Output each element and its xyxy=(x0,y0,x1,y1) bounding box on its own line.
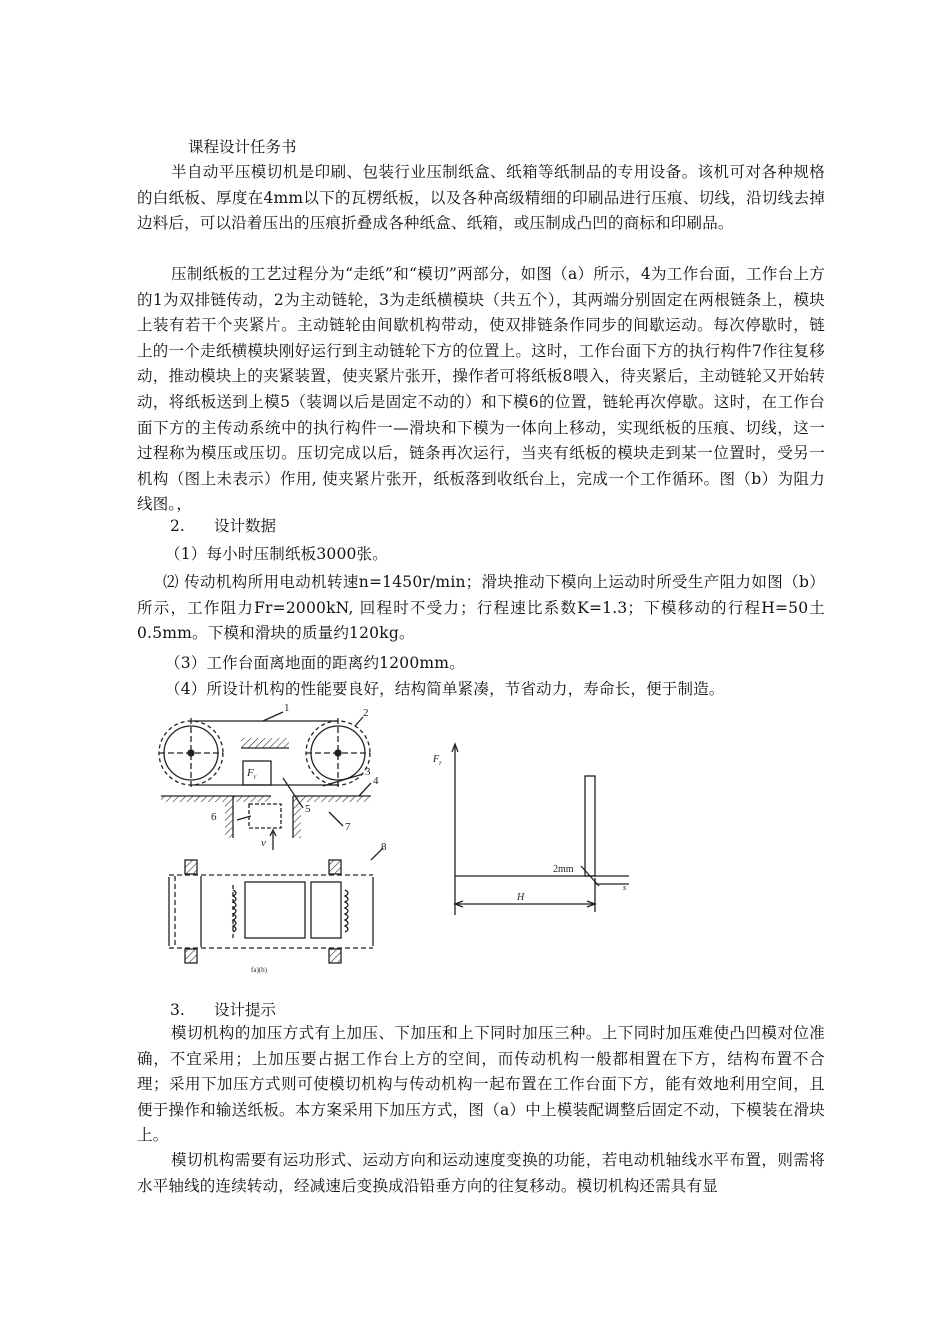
section-2-number: 2. xyxy=(170,517,185,535)
lower-die xyxy=(249,804,281,828)
process-paragraph: 压制纸板的工艺过程分为“走纸”和“模切”两部分，如图（a）所示，4为工作台面，工作台上方的1为双排链传动，2为主动链轮，3为走纸横模块（共五个），其两端分别固定在两根链条上，模块上装有若干个夹紧片。主动链轮由间歇机构带动，使双排链条作同步的间歇运动。每次停歇时，链上的一个走纸横模块刚好运行到主动链轮下方的位置上。这时，工作台面下方的执行构件7作往复移动，推动模块上的夹紧装置，使夹紧片张开，操作者可将纸板8喂入，待夹紧后，主动链轮又开始转动，将纸板送到上模5（装调以后是固定不动的）和下模6的位置，链轮再次停歇。这时，在工作台面下方的主传动系统中的执行构件一—滑块和下模为一体向上移动，实现纸板的压痕、切线，这一过程称为模压或压切。压切完成以后，链条再次运行，当夹有纸板的模块走到某一位置时，受另一机构（图上未表示）作用, 使夹紧片张开，纸板落到收纸台上，完成一个工作循环。图（b）为阻力线图。， xyxy=(137,265,825,514)
mechanism-diagram xyxy=(133,700,653,980)
hint-paragraph-2: 模切机构需要有运功形式、运动方向和运动速度变换的功能，若电动机轴线水平布置，则需将水平轴线的连续转动，经减速后变换成沿铅垂方向的往复移动。模切机构还需具有显 xyxy=(137,1151,825,1195)
figure-b-labels xyxy=(432,754,626,903)
section-2-title: 设计数据 xyxy=(214,517,277,535)
b-s-label: s xyxy=(623,883,627,892)
data-item-1: （1）每小时压制纸板3000张。 xyxy=(165,545,389,563)
section-3-heading xyxy=(170,998,276,1023)
section-3-number: 3. xyxy=(170,1001,185,1019)
label-8: 8 xyxy=(381,841,387,853)
figure-a xyxy=(159,712,383,963)
b-resistance-bar xyxy=(585,776,595,876)
data-item-2: ⑵ 传动机构所用电动机转速n=1450r/min；滑块推动下模向上运动时所受生产阻力如图（b）所示，工作阻力Fr=2000kN, 回程时不受力；行程速比系数K=1.3；下模移动的行程H=50土0.5mm。下模和滑块的质量约120kg。 xyxy=(137,573,825,643)
data-item-3: （3）工作台面离地面的距离约1200mm。 xyxy=(165,654,465,672)
figure-caption: fa)(b) xyxy=(251,966,267,974)
force-label: $F_r$ xyxy=(247,767,257,781)
b-force-label: $F_r$ xyxy=(433,754,442,767)
label-3: 3 xyxy=(365,766,371,778)
feed-plate xyxy=(245,882,305,938)
velocity-label: v xyxy=(261,837,266,849)
label-1: 1 xyxy=(284,702,290,714)
label-7: 7 xyxy=(345,821,351,833)
data-item-4: （4）所设计机构的性能要良好，结构简单紧凑，节省动力，寿命长，便于制造。 xyxy=(165,680,725,698)
intro-paragraph: 半自动平压模切机是印刷、包装行业压制纸盒、纸箱等纸制品的专用设备。该机可对各种规格的白纸板、厚度在4mm以下的瓦楞纸板，以及各种高级精细的印刷品进行压痕、切线，沿切线去掉边料后，可以沿着压出的压痕折叠成各种纸盒、纸箱，或压制成凸凹的商标和印刷品。 xyxy=(137,163,825,233)
cardboard-8 xyxy=(311,882,341,938)
figure-b xyxy=(452,744,629,915)
section-3-title: 设计提示 xyxy=(214,1001,277,1019)
document-title: 课程设计任务书 xyxy=(188,138,297,156)
mechanism-figure xyxy=(133,700,653,980)
b-2mm-label: 2mm xyxy=(553,864,574,875)
label-5: 5 xyxy=(305,803,311,815)
hint-paragraph-1: 模切机构的加压方式有上加压、下加压和上下同时加压三种。上下同时加压难使凸凹模对位准确，不宜采用；上加压要占据工作台上方的空间，而传动机构一般都相置在下方，结构布置不合理；采用下加压方式则可使模切机构与传动机构一起布置在工作台面下方，能有效地利用空间，且便于操作和输送纸板。本方案采用下加压方式，图（a）中上模装配调整后固定不动，下模装在滑块上。 xyxy=(137,1024,825,1145)
label-6: 6 xyxy=(211,811,217,823)
label-2: 2 xyxy=(363,707,369,719)
b-H-label: H xyxy=(517,892,525,903)
label-4: 4 xyxy=(373,775,379,787)
section-2-heading xyxy=(170,514,276,539)
